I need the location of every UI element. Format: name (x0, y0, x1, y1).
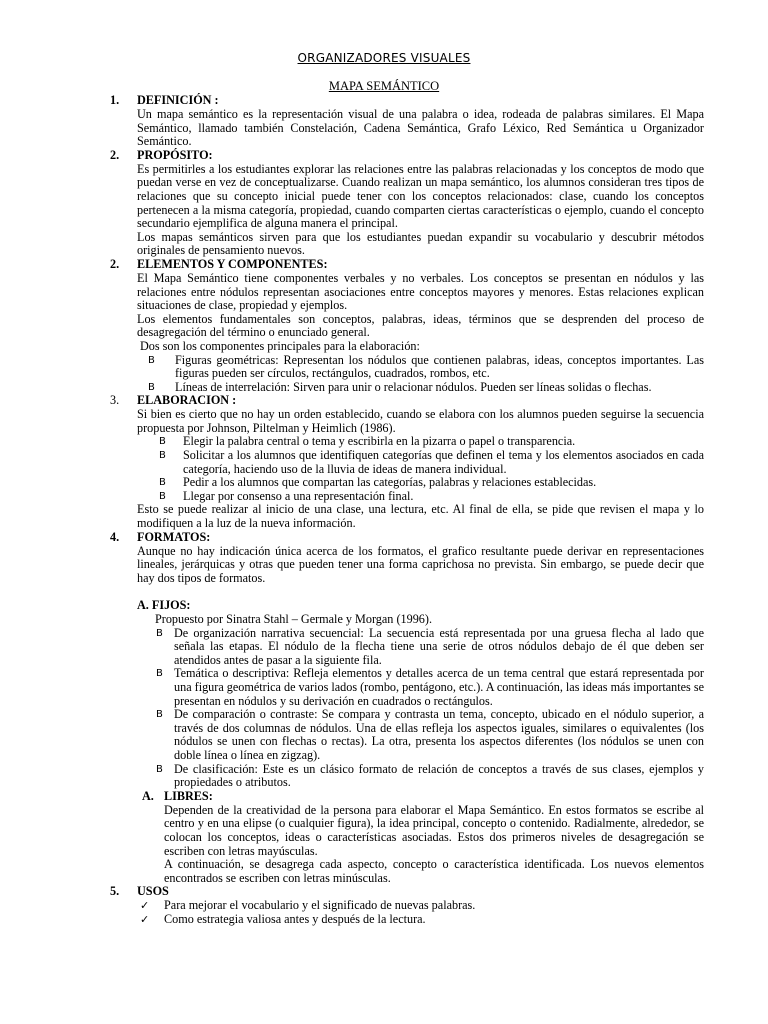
paragraph: Si bien es cierto que no hay un orden establecido, cuando se elabora con los alumnos pueden seguirse la secuencia propuesta por Johnson, Piltelman y Heimlich (1986). (137, 407, 704, 435)
paragraph: El Mapa Semántico tiene componentes verbales y no verbales. Los conceptos se presentan en nódulos y las relaciones entre nódulos representan asociaciones entre conceptos mayores y menores. Estas relaciones explican situaciones de clase, propiedad y ejemplos. (137, 270, 704, 313)
document-title: ORGANIZADORES VISUALES (297, 51, 471, 65)
bullet-icon: B (148, 381, 155, 393)
bullet-icon: B (156, 763, 163, 775)
section-usos (110, 885, 704, 926)
paragraph: Un mapa semántico es la representación visual de una palabra o idea, rodeada de palabras similares. El Mapa Semántico, llamado también Constelación, Cadena Semántica, Grafo Léxico, Red Semántica u Organizador Semántico. (137, 107, 704, 149)
section-definicion (110, 94, 704, 149)
list-item: ✓ Como estrategia valiosa antes y después de la lectura. (140, 911, 426, 926)
list-item: B De organización narrativa secuencial: La secuencia está representada por una gruesa flecha al lado que señala las etapas. El nódulo de la flecha tiene una serie de otros nódulos debajo de él que deben ser atendidos antes de pasar a la siguiente fila. (156, 625, 704, 667)
paragraph: Los mapas semánticos sirven para que los estudiantes puedan expandir su vocabulario y descubrir métodos originales de pensamiento nuevos. (137, 229, 704, 258)
document-body (110, 94, 704, 926)
subsection-heading-libres: A. LIBRES: (142, 788, 213, 803)
section-elaboracion (110, 394, 704, 530)
paragraph: Esto se puede realizar al inicio de una clase, una lectura, etc. Al final de ella, se pide que revisen el mapa y lo modifiquen a la luz de la nueva información. (137, 502, 704, 531)
section-number: 2. (110, 256, 120, 271)
checkmark-icon: ✓ (140, 899, 150, 913)
list-item: B Solicitar a los alumnos que identifiquen categorías que definen el tema y los elementos asociados en cada categoría, haciendo uso de la lluvia de ideas de manera individual. (159, 448, 704, 476)
list-item: B De comparación o contraste: Se compara y contrasta un tema, concepto, ubicado en el nódulo superior, a través de dos columnas de nódulos. Una de ellas refleja los aspectos iguales, similares o equivalentes (los nódulos se unen con flechas o rectas). La otra, presenta los aspectos diferentes (los nódulos se unen con doble línea o línea en zigzag). (156, 707, 704, 762)
paragraph: Los elementos fundamentales son conceptos, palabras, ideas, términos que se desprenden del proceso de desagregación del término o enunciado general. (137, 311, 704, 340)
list-item: ✓ Para mejorar el vocabulario y el significado de nuevas palabras. (140, 898, 476, 913)
list-item: B De clasificación: Este es un clásico formato de relación de conceptos a través de sus clases, ejemplos y propiedades o atributos. (156, 761, 704, 790)
subsection-heading-fijos: A. FIJOS: (137, 598, 191, 613)
paragraph: Dos son los componentes principales para la elaboración: (140, 338, 420, 353)
section-number: 5. (110, 884, 120, 899)
section-elementos (110, 258, 704, 394)
section-number: 3. (110, 393, 120, 408)
paragraph: Aunque no hay indicación única acerca de los formatos, el grafico resultante puede derivar en representaciones lineales, jerárquicas y otras que pueden tener una forma caprichosa no prevista. Sin embargo, se puede decir que hay dos tipos de formatos. (137, 543, 704, 585)
list-item: B Pedir a los alumnos que compartan las categorías, palabras y relaciones establecidas. (159, 475, 597, 490)
bullet-icon: B (159, 450, 166, 462)
list-item: B Llegar por consenso a una representación final. (159, 488, 414, 503)
bullet-icon: B (159, 477, 166, 489)
bullet-icon: B (159, 436, 166, 448)
list-item: B Elegir la palabra central o tema y escribirla en la pizarra o papel o transparencia. (159, 434, 576, 449)
section-number: 4. (110, 529, 120, 544)
list-item: B Figuras geométricas: Representan los nódulos que contienen palabras, ideas, conceptos importantes. Las figuras pueden ser círculos, rectángulos, cuadrados, rombos, etc. (148, 352, 704, 381)
section-number: 1. (110, 93, 120, 107)
section-proposito (110, 149, 704, 258)
bullet-icon: B (156, 668, 163, 680)
paragraph: A continuación, se desagrega cada aspecto, concepto o característica identificada. Los nuevos elementos encontrados se escriben con letras minúsculas. (164, 857, 704, 885)
bullet-icon: B (156, 709, 163, 721)
section-heading: DEFINICIÓN : (137, 93, 219, 107)
section-heading: ELEMENTOS Y COMPONENTES: (137, 256, 328, 271)
bullet-icon: B (159, 490, 166, 502)
document-subtitle: MAPA SEMÁNTICO (328, 79, 440, 93)
section-heading: PROPÓSITO: (137, 147, 213, 162)
list-item: B Temática o descriptiva: Refleja elementos y detalles acerca de un tema central que estará representada por una figura geométrica de varios lados (rombo, pentágono, etc.). A continuación, las ideas más importantes se presentan en nódulos y su derivación en cuadrados o rectángulos. (156, 666, 705, 708)
checkmark-icon: ✓ (140, 912, 150, 926)
bullet-icon: B (148, 354, 155, 366)
paragraph: Es permitirles a los estudiantes explorar las relaciones entre las palabras relacionadas y los conceptos de modo que puedan verse en vez de conceptualizarse. Cuando realizan un mapa semántico, los alumnos consideran tres tipos de relaciones que su concepto inicial puede tener con los conceptos relacionados: clase, cuando los conceptos pertenecen a la misma categoría, propiedad, cuando comparten ciertas características o ejemplo, cuando el concepto secundario ejemplifica de alguna manera el principal. (137, 161, 704, 231)
section-heading: ELABORACION : (137, 393, 237, 408)
section-formatos (110, 531, 704, 886)
paragraph: Dependen de la creatividad de la persona para elaborar el Mapa Semántico. En estos formatos se escribe al centro y en una elipse (o cualquier figura), la idea principal, concepto o contenido. Radialmente, alrededor, se colocan los conceptos, ideas o características asociadas. Estos dos primeros niveles de desagregación se escriben con letras mayúsculas. (164, 802, 704, 858)
section-heading: FORMATOS: (137, 529, 211, 544)
paragraph: Propuesto por Sinatra Stahl – Germale y Morgan (1996). (155, 612, 432, 626)
section-heading: USOS (137, 884, 169, 899)
section-number: 2. (110, 147, 120, 162)
list-item: B Líneas de interrelación: Sirven para unir o relacionar nódulos. Pueden ser líneas solidas o flechas. (148, 379, 652, 394)
bullet-icon: B (156, 627, 163, 639)
